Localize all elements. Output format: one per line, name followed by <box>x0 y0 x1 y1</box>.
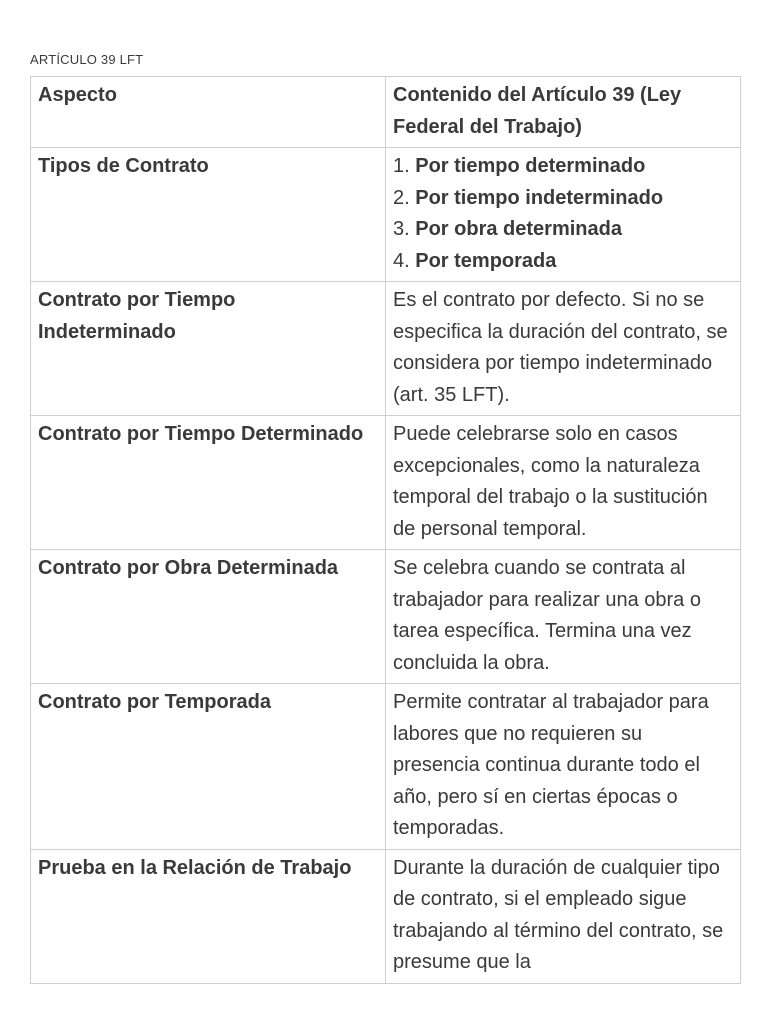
contract-type-item-3 <box>393 214 733 246</box>
table-row-obra-determinada <box>31 550 741 684</box>
aspect-cell: Prueba en la Relación de Trabajo <box>31 849 386 983</box>
contract-type-item-4 <box>393 246 733 278</box>
table-row-tiempo-determinado <box>31 416 741 550</box>
aspect-cell: Contrato por Obra Determinada <box>31 550 386 684</box>
header-aspecto: Aspecto <box>31 77 386 148</box>
table-row-prueba-relacion-trabajo <box>31 849 741 983</box>
contract-type-label: Por tiempo indeterminado <box>415 186 664 209</box>
article-39-table-container <box>30 76 740 973</box>
contract-type-label: Por temporada <box>415 249 557 272</box>
table-row-tipos-de-contrato <box>31 148 741 282</box>
aspect-cell: Contrato por Tiempo Determinado <box>31 416 386 550</box>
table-row-tiempo-indeterminado <box>31 282 741 416</box>
list-number: 3. <box>393 218 410 240</box>
list-number: 4. <box>393 249 410 272</box>
table-header-row <box>31 77 741 148</box>
contract-type-label: Por obra determinada <box>415 218 622 240</box>
aspect-cell: Tipos de Contrato <box>31 148 386 282</box>
aspect-cell: Contrato por Temporada <box>31 684 386 850</box>
table-row-temporada <box>31 684 741 850</box>
table-caption: ARTÍCULO 39 LFT <box>30 52 144 67</box>
content-cell: Permite contratar al trabajador para labores que no requieren su presencia continua durante todo el año, pero sí en ciertas épocas o temporadas. <box>386 684 741 850</box>
contract-type-item-2 <box>393 183 733 215</box>
contract-type-label: Por tiempo determinado <box>415 155 646 177</box>
content-cell: Se celebra cuando se contrata al trabajador para realizar una obra o tarea específica. Termina una vez concluida la obra. <box>386 550 741 684</box>
article-39-table <box>30 76 741 984</box>
header-contenido: Contenido del Artículo 39 (Ley Federal del Trabajo) <box>386 77 741 148</box>
content-cell: Puede celebrarse solo en casos excepcionales, como la naturaleza temporal del trabajo o la sustitución de personal temporal. <box>386 416 741 550</box>
list-number: 1. <box>393 155 410 177</box>
list-number: 2. <box>393 186 410 209</box>
contract-type-item-1 <box>393 151 733 183</box>
aspect-cell: Contrato por Tiempo Indeterminado <box>31 282 386 416</box>
content-cell-contract-types-list <box>386 148 741 282</box>
content-cell: Es el contrato por defecto. Si no se especifica la duración del contrato, se considera por tiempo indeterminado (art. 35 LFT). <box>386 282 741 416</box>
content-cell: Durante la duración de cualquier tipo de contrato, si el empleado sigue trabajando al término del contrato, se presume que la <box>386 849 741 983</box>
